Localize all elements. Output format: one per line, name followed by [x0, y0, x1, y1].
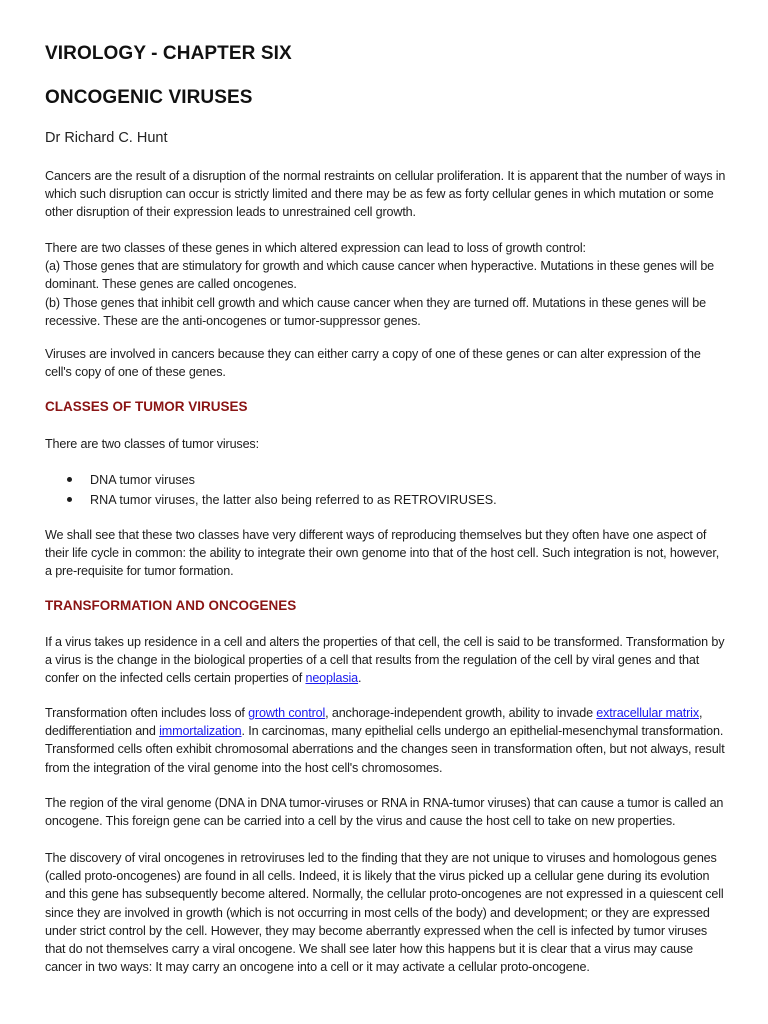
text-line: Transformed cells often exhibit chromosomal aberrations and the changes seen in transformation often, but not always, result [45, 742, 725, 757]
bullet-icon [67, 497, 72, 502]
text-line: under strict control by the cell. However, they may become aberrantly expressed when the cell is infected by tumor viruses [45, 923, 708, 938]
text-line: a virus is the change in the biological properties of a cell that results from the regulation of the cell by viral genes and that [45, 653, 700, 668]
text-line: If a virus takes up residence in a cell and alters the properties of that cell, the cell is said to be transformed. Transformation by [45, 635, 725, 649]
chapter-title: VIROLOGY - CHAPTER SIX [45, 43, 292, 64]
tumor-classes-intro [45, 435, 735, 453]
text-line: oncogene. This foreign gene can be carried into a cell by the virus and cause the host cell to take on new properties. [45, 814, 676, 829]
text-line: dominant. These genes are called oncogenes. [45, 277, 297, 292]
proto-oncogene-paragraph [45, 849, 735, 976]
immortalization-link[interactable]: immortalization [159, 724, 242, 739]
text-line: There are two classes of these genes in which altered expression can lead to loss of growth control: [45, 241, 586, 255]
life-cycle-paragraph [45, 526, 735, 581]
tumor-virus-list [45, 470, 735, 510]
bullet-icon [67, 477, 72, 482]
text-line: (b) Those genes that inhibit cell growth and which cause cancer when they are turned off. Mutations in these genes will be [45, 295, 706, 310]
text-line: We shall see that these two classes have very different ways of reproducing themselves but they often have one aspect of [45, 528, 707, 542]
text-line: other disruption of their expression leads to unrestrained cell growth. [45, 205, 416, 220]
author-name: Dr Richard C. Hunt [45, 130, 168, 146]
neoplasia-link[interactable]: neoplasia [305, 671, 359, 686]
text-line: dedifferentiation and immortalization. In carcinomas, many epithelial cells undergo an epithelial-mesenchymal transformation. [45, 724, 724, 739]
transformation-paragraph [45, 633, 735, 688]
section-heading-tumor-viruses: CLASSES OF TUMOR VIRUSES [45, 399, 248, 414]
list-item: RNA tumor viruses, the latter also being referred to as RETROVIRUSES. [45, 490, 735, 510]
text-line: (a) Those genes that are stimulatory for growth and which cause cancer when hyperactive. Mutations in these genes will be [45, 259, 715, 274]
growth-control-link[interactable]: growth control [248, 706, 326, 720]
text-line: cancer in two ways: It may carry an oncogene into a cell or it may activate a cellular proto-oncogene. [45, 960, 590, 975]
text-line: The region of the viral genome (DNA in DNA tumor-viruses or RNA in RNA-tumor viruses) that can cause a tumor is called an [45, 796, 724, 810]
oncogene-definition-paragraph [45, 794, 735, 830]
section-heading-transformation: TRANSFORMATION AND ONCOGENES [45, 598, 297, 613]
text-line: that do not themselves carry a viral oncogene. We shall see later how this happens but it is clear that a virus may cause [45, 942, 694, 957]
text-line: since they are involved in growth (which is not occurring in most cells of the body) and development; or they are expressed [45, 905, 710, 920]
text-line: recessive. These are the anti-oncogenes or tumor-suppressor genes. [45, 313, 421, 328]
transformation-features-paragraph [45, 704, 735, 777]
text-line: There are two classes of tumor viruses: [45, 437, 259, 451]
list-item: DNA tumor viruses [45, 470, 735, 490]
chapter-subtitle: ONCOGENIC VIRUSES [45, 87, 253, 108]
text-line: Transformation often includes loss of growth control, anchorage-independent growth, ability to invade extracellular matrix, [45, 706, 703, 720]
text-line: which such disruption can occur is strictly limited and there may be as few as forty cellular genes in which mutation or some [45, 187, 714, 202]
text-line: and this gene has subsequently become altered. Normally, the cellular proto-oncogenes are not expressed in a quiescent cell [45, 887, 724, 902]
text-line: confer on the infected cells certain properties of neoplasia. [45, 671, 362, 686]
text-line: from the integration of the viral genome into the host cell's chromosomes. [45, 760, 443, 775]
text-line: a pre-requisite for tumor formation. [45, 564, 234, 579]
text-line: (called proto-oncogenes) are found in all cells. Indeed, it is likely that the virus picked up a cellular gene during its evolution [45, 869, 710, 884]
text-line: Cancers are the result of a disruption of the normal restraints on cellular proliferation. It is apparent that the number of ways in [45, 169, 726, 183]
viruses-cancer-paragraph [45, 345, 735, 381]
text-line: their life cycle in common: the ability to integrate their own genome into that of the host cell. Such integration is not, however, [45, 546, 720, 561]
extracellular-matrix-link[interactable]: extracellular matrix [596, 706, 699, 720]
gene-classes-paragraph [45, 239, 735, 330]
intro-paragraph [45, 167, 735, 222]
text-line: The discovery of viral oncogenes in retroviruses led to the finding that they are not unique to viruses and homologous genes [45, 851, 717, 865]
text-line: cell's copy of one of these genes. [45, 365, 226, 380]
text-line: Viruses are involved in cancers because they can either carry a copy of one of these genes or can alter expression of the [45, 347, 701, 361]
